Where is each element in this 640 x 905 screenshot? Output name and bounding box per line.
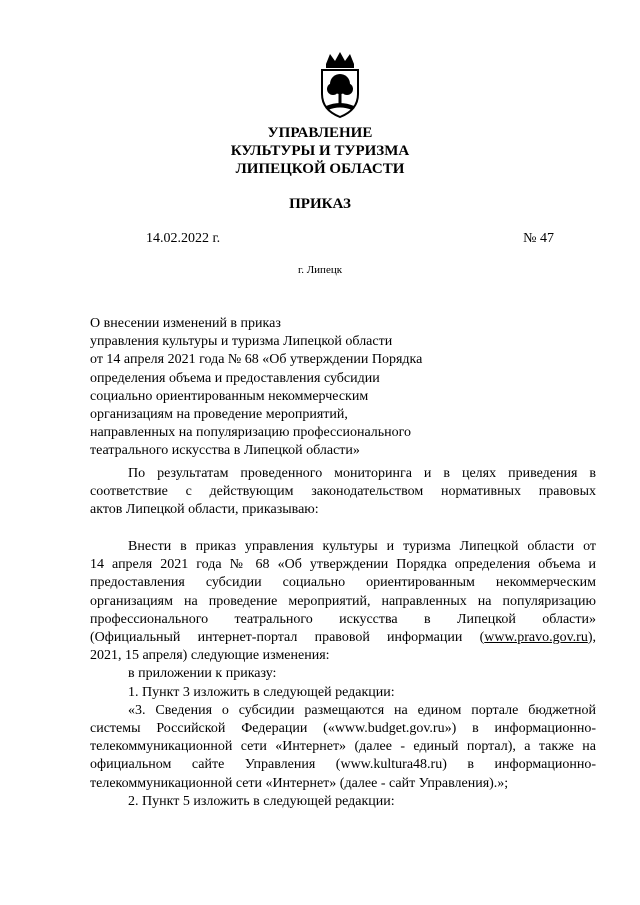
- body-text: ),: [587, 630, 596, 646]
- document-subject: [90, 315, 422, 461]
- body-line: телекоммуникационной сети «Интернет» (далее - сайт Управления).»;: [90, 775, 509, 791]
- body-line: организациям на проведение мероприятий, направленных на популяризацию: [90, 593, 596, 609]
- document-type: ПРИКАЗ: [289, 196, 351, 212]
- subject-line: организациям на проведение мероприятий,: [90, 407, 348, 423]
- org-line-1: УПРАВЛЕНИЕ: [267, 125, 373, 141]
- document-date: 14.02.2022 г.: [146, 231, 221, 246]
- subject-line: театрального искусства в Липецкой области»: [90, 443, 360, 459]
- preamble-line: соответствие с действующим законодательством нормативных правовых: [90, 484, 596, 500]
- body-line: [90, 629, 596, 647]
- body-text: (Официальный интернет-портал правовой информации (: [90, 630, 485, 646]
- body-line: в приложении к приказу:: [128, 666, 277, 682]
- document-city: г. Липецк: [297, 264, 343, 276]
- subject-line: социально ориентированным некоммерческим: [90, 388, 369, 404]
- main-body: [90, 538, 596, 811]
- body-line: 14 апреля 2021 года № 68 «Об утверждении Порядка определения объема и: [90, 557, 596, 573]
- preamble-paragraph: [90, 465, 596, 520]
- coat-of-arms-emblem: [316, 50, 364, 120]
- preamble-line: актов Липецкой области, приказываю:: [90, 502, 319, 518]
- subject-line: определения объема и предоставления субсидии: [90, 370, 380, 386]
- body-line: 1. Пункт 3 изложить в следующей редакции:: [128, 684, 395, 700]
- body-line: Внести в приказ управления культуры и туризма Липецкой области от: [128, 539, 596, 554]
- subject-line: управления культуры и туризма Липецкой области: [90, 334, 393, 350]
- body-line: 2. Пункт 5 изложить в следующей редакции:: [128, 793, 395, 809]
- pravo-link[interactable]: www.pravo.gov.ru: [484, 630, 588, 646]
- body-line: предоставления субсидии социально ориентированным некоммерческим: [90, 575, 596, 591]
- body-line: «3. Сведения о субсидии размещаются на едином портале бюджетной: [128, 702, 596, 718]
- body-line: официальном сайте Управления (www.kultura48.ru) в информационно-: [90, 757, 596, 773]
- subject-line: направленных на популяризацию профессионального: [90, 425, 412, 441]
- document-number: № 47: [523, 231, 554, 246]
- subject-line: от 14 апреля 2021 года № 68 «Об утверждении Порядка: [90, 352, 423, 368]
- organization-name: [0, 124, 640, 178]
- subject-line: О внесении изменений в приказ: [90, 316, 281, 331]
- body-line: системы Российской Федерации («www.budget.gov.ru») в информационно-: [90, 721, 596, 737]
- body-line: профессионального театрального искусства в Липецкой области»: [90, 611, 596, 627]
- org-line-2: КУЛЬТУРЫ И ТУРИЗМА: [230, 143, 410, 159]
- org-line-3: ЛИПЕЦКОЙ ОБЛАСТИ: [235, 161, 405, 177]
- body-line: телекоммуникационной сети «Интернет» (далее - единый портал), а также на: [90, 739, 596, 755]
- body-line: 2021, 15 апреля) следующие изменения:: [90, 648, 330, 664]
- preamble-line: По результатам проведенного мониторинга и в целях приведения в: [128, 466, 596, 481]
